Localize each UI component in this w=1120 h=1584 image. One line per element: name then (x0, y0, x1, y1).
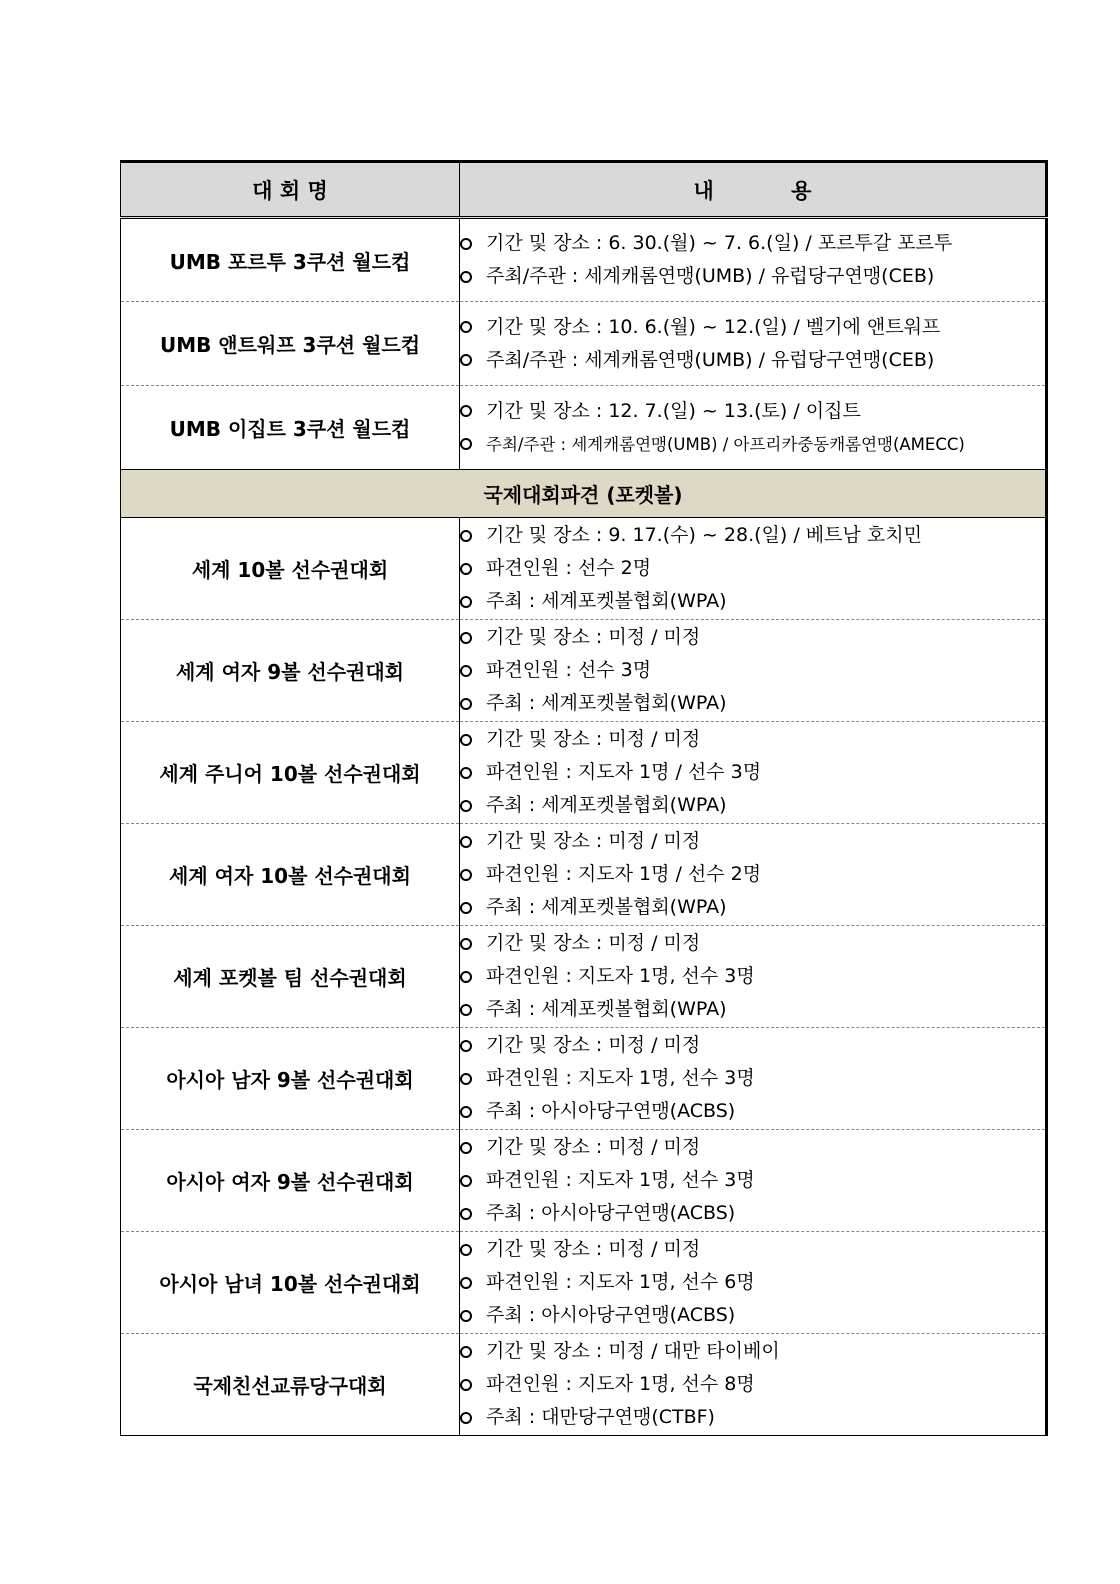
circle-bullet-icon (460, 1142, 472, 1154)
table-row (121, 722, 1047, 824)
detail-line (460, 687, 1045, 720)
event-name: 세계 여자 10볼 선수권대회 (121, 824, 460, 926)
detail-text: 기간 및 장소 : 미정 / 미정 (486, 932, 701, 954)
circle-bullet-icon (460, 530, 472, 542)
detail-text: 기간 및 장소 : 6. 30.(월) ~ 7. 6.(일) / 포르투갈 포르투 (486, 232, 953, 254)
event-name: 세계 10볼 선수권대회 (121, 518, 460, 620)
detail-line (460, 1233, 1045, 1266)
detail-line (460, 1131, 1045, 1164)
circle-bullet-icon (460, 1412, 472, 1424)
circle-bullet-icon (460, 1073, 472, 1085)
circle-bullet-icon (460, 1310, 472, 1322)
table-row (121, 620, 1047, 722)
detail-line (460, 858, 1045, 891)
detail-line (460, 891, 1045, 924)
detail-line (460, 1029, 1045, 1062)
circle-bullet-icon (460, 321, 472, 333)
event-name: 세계 주니어 10볼 선수권대회 (121, 722, 460, 824)
detail-text: 파견인원 : 지도자 1명, 선수 6명 (486, 1271, 755, 1293)
detail-text: 기간 및 장소 : 미정 / 미정 (486, 830, 701, 852)
circle-bullet-icon (460, 1040, 472, 1052)
event-name: 세계 포켓볼 팀 선수권대회 (121, 926, 460, 1028)
detail-line (460, 825, 1045, 858)
detail-text: 주최 : 세계포켓볼협회(WPA) (486, 692, 727, 714)
detail-line (460, 789, 1045, 822)
event-name: 세계 여자 9볼 선수권대회 (121, 620, 460, 722)
detail-text: 주최 : 대만당구연맹(CTBF) (486, 1406, 715, 1428)
event-details (460, 1232, 1047, 1334)
table-row (121, 386, 1047, 470)
detail-line (460, 1299, 1045, 1332)
detail-text: 파견인원 : 지도자 1명, 선수 3명 (486, 1169, 755, 1191)
circle-bullet-icon (460, 632, 472, 644)
detail-line (460, 585, 1045, 618)
detail-line (460, 1335, 1045, 1368)
circle-bullet-icon (460, 902, 472, 914)
detail-text: 파견인원 : 지도자 1명, 선수 3명 (486, 965, 755, 987)
event-details (460, 1130, 1047, 1232)
detail-text: 기간 및 장소 : 12. 7.(일) ~ 13.(토) / 이집트 (486, 399, 861, 422)
circle-bullet-icon (460, 836, 472, 848)
event-details (460, 620, 1047, 722)
detail-line (460, 993, 1045, 1026)
detail-text: 기간 및 장소 : 미정 / 대만 타이베이 (486, 1340, 780, 1362)
event-name: 국제친선교류당구대회 (121, 1334, 460, 1436)
detail-line (460, 311, 1045, 344)
detail-line (460, 654, 1045, 687)
circle-bullet-icon (460, 238, 472, 250)
detail-text: 주최 : 아시아당구연맹(ACBS) (486, 1304, 736, 1326)
detail-text: 기간 및 장소 : 미정 / 미정 (486, 728, 701, 750)
detail-text: 파견인원 : 선수 2명 (486, 557, 652, 579)
table-row (121, 1232, 1047, 1334)
detail-line (460, 552, 1045, 585)
circle-bullet-icon (460, 596, 472, 608)
section-row (121, 470, 1047, 518)
table-header-row (121, 162, 1047, 218)
detail-text: 파견인원 : 지도자 1명 / 선수 2명 (486, 863, 762, 885)
event-details (460, 824, 1047, 926)
detail-line (460, 927, 1045, 960)
detail-text: 주최 : 세계포켓볼협회(WPA) (486, 998, 727, 1020)
table-row (121, 518, 1047, 620)
circle-bullet-icon (460, 1277, 472, 1289)
detail-text: 기간 및 장소 : 미정 / 미정 (486, 1136, 701, 1158)
event-name: 아시아 남자 9볼 선수권대회 (121, 1028, 460, 1130)
detail-line (460, 395, 1045, 428)
detail-text: 파견인원 : 지도자 1명 / 선수 3명 (486, 761, 762, 783)
circle-bullet-icon (460, 438, 472, 450)
detail-line (460, 260, 1045, 293)
circle-bullet-icon (460, 1175, 472, 1187)
detail-text: 주최 : 아시아당구연맹(ACBS) (486, 1100, 736, 1122)
detail-line (460, 1197, 1045, 1230)
event-details (460, 926, 1047, 1028)
table-row (121, 302, 1047, 386)
detail-text: 파견인원 : 지도자 1명, 선수 8명 (486, 1373, 755, 1395)
detail-text: 주최/주관 : 세계캐롬연맹(UMB) / 아프리카중동캐롬연맹(AMECC) (486, 434, 965, 454)
event-name: 아시아 여자 9볼 선수권대회 (121, 1130, 460, 1232)
detail-line (460, 621, 1045, 654)
detail-text: 파견인원 : 선수 3명 (486, 659, 652, 681)
circle-bullet-icon (460, 698, 472, 710)
detail-text: 기간 및 장소 : 미정 / 미정 (486, 1034, 701, 1056)
circle-bullet-icon (460, 1379, 472, 1391)
table-row (121, 218, 1047, 302)
circle-bullet-icon (460, 734, 472, 746)
circle-bullet-icon (460, 405, 472, 417)
detail-line (460, 1401, 1045, 1434)
circle-bullet-icon (460, 1106, 472, 1118)
circle-bullet-icon (460, 800, 472, 812)
detail-line (460, 756, 1045, 789)
event-details (460, 218, 1047, 302)
detail-text: 기간 및 장소 : 10. 6.(월) ~ 12.(일) / 벨기에 앤트워프 (486, 315, 941, 338)
detail-text: 기간 및 장소 : 미정 / 미정 (486, 626, 701, 648)
header-event-name: 대 회 명 (121, 162, 460, 218)
detail-line (460, 227, 1045, 260)
detail-line (460, 1266, 1045, 1299)
header-content: 내 용 (460, 162, 1047, 218)
detail-line (460, 1062, 1045, 1095)
detail-text: 주최 : 세계포켓볼협회(WPA) (486, 590, 727, 612)
event-details (460, 1028, 1047, 1130)
event-details (460, 518, 1047, 620)
circle-bullet-icon (460, 1346, 472, 1358)
event-name: UMB 이집트 3쿠션 월드컵 (121, 386, 460, 470)
detail-line (460, 723, 1045, 756)
circle-bullet-icon (460, 971, 472, 983)
event-details (460, 1334, 1047, 1436)
event-details (460, 302, 1047, 386)
events-table (120, 160, 1048, 1436)
circle-bullet-icon (460, 1004, 472, 1016)
table-row (121, 926, 1047, 1028)
detail-line (460, 519, 1045, 552)
detail-text: 주최 : 아시아당구연맹(ACBS) (486, 1202, 736, 1224)
detail-text: 주최/주관 : 세계캐롬연맹(UMB) / 유럽당구연맹(CEB) (486, 348, 935, 371)
circle-bullet-icon (460, 938, 472, 950)
table-row (121, 824, 1047, 926)
circle-bullet-icon (460, 563, 472, 575)
table-row (121, 1334, 1047, 1436)
detail-line (460, 1095, 1045, 1128)
circle-bullet-icon (460, 271, 472, 283)
circle-bullet-icon (460, 869, 472, 881)
section-title: 국제대회파견 (포켓볼) (121, 470, 1047, 518)
circle-bullet-icon (460, 665, 472, 677)
circle-bullet-icon (460, 1208, 472, 1220)
detail-line (460, 1368, 1045, 1401)
detail-text: 주최 : 세계포켓볼협회(WPA) (486, 794, 727, 816)
detail-text: 기간 및 장소 : 미정 / 미정 (486, 1238, 701, 1260)
table-row (121, 1130, 1047, 1232)
detail-text: 파견인원 : 지도자 1명, 선수 3명 (486, 1067, 755, 1089)
detail-text: 주최 : 세계포켓볼협회(WPA) (486, 896, 727, 918)
event-name: UMB 앤트워프 3쿠션 월드컵 (121, 302, 460, 386)
detail-line (460, 344, 1045, 377)
detail-line (460, 960, 1045, 993)
detail-text: 기간 및 장소 : 9. 17.(수) ~ 28.(일) / 베트남 호치민 (486, 524, 922, 546)
event-details (460, 722, 1047, 824)
table-row (121, 1028, 1047, 1130)
circle-bullet-icon (460, 1244, 472, 1256)
detail-line (460, 428, 1045, 461)
event-name: 아시아 남녀 10볼 선수권대회 (121, 1232, 460, 1334)
event-name: UMB 포르투 3쿠션 월드컵 (121, 218, 460, 302)
detail-text: 주최/주관 : 세계캐롬연맹(UMB) / 유럽당구연맹(CEB) (486, 265, 935, 287)
detail-line (460, 1164, 1045, 1197)
circle-bullet-icon (460, 354, 472, 366)
event-details (460, 386, 1047, 470)
circle-bullet-icon (460, 767, 472, 779)
